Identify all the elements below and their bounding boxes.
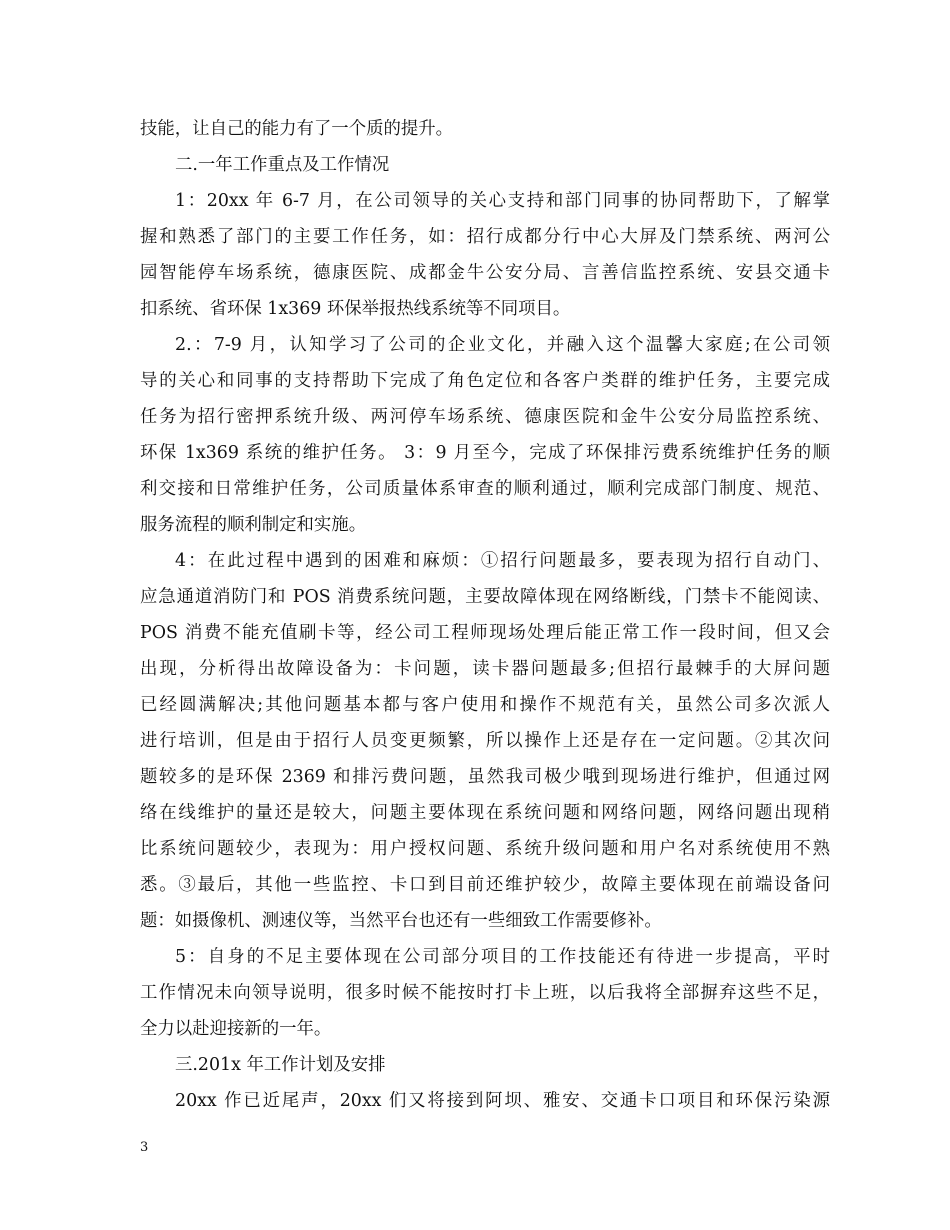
body-text-line: 题较多的是环保 2369 和排污费问题，虽然我司极少哦到现场进行维护，但通过网: [140, 767, 830, 787]
body-text-line: 全力以赴迎接新的一年。: [140, 1019, 332, 1039]
body-text-line: 2.：7-9 月，认知学习了公司的企业文化，并融入这个温馨大家庭;在公司领: [175, 335, 830, 355]
body-text-line: 技能，让自己的能力有了一个质的提升。: [140, 119, 454, 139]
body-text-line: 进行培训，但是由于招行人员变更频繁，所以操作上还是存在一定问题。②其次问: [140, 731, 830, 751]
body-text-line: 握和熟悉了部门的主要工作任务，如：招行成都分行中心大屏及门禁系统、两河公: [140, 227, 830, 247]
body-text-line: 利交接和日常维护任务，公司质量体系审查的顺利通过，顺利完成部门制度、规范、: [140, 479, 830, 499]
body-text-line: 20xx 作已近尾声，20xx 们又将接到阿坝、雅安、交通卡口项目和环保污染源: [175, 1091, 830, 1111]
body-text-line: 导的关心和同事的支持帮助下完成了角色定位和各客户类群的维护任务，主要完成: [140, 371, 830, 391]
body-text-line: POS 消费不能充值刷卡等，经公司工程师现场处理后能正常工作一段时间，但又会: [140, 623, 830, 643]
body-text-line: 环保 1x369 系统的维护任务。 3：9 月至今，完成了环保排污费系统维护任务的顺: [140, 443, 830, 463]
section-heading: 三.201x 年工作计划及安排: [175, 1055, 386, 1075]
body-text-line: 工作情况未向领导说明，很多时候不能按时打卡上班，以后我将全部摒弃这些不足，: [140, 983, 830, 1003]
body-text-line: 任务为招行密押系统升级、两河停车场系统、德康医院和金牛公安分局监控系统、: [140, 407, 830, 427]
body-text-line: 比系统问题较少，表现为：用户授权问题、系统升级问题和用户名对系统使用不熟: [140, 839, 830, 859]
section-heading: 二.一年工作重点及工作情况: [175, 155, 390, 175]
body-text-line: 出现，分析得出故障设备为：卡问题，读卡器问题最多;但招行最棘手的大屏问题: [140, 659, 830, 679]
body-text-line: 扣系统、省环保 1x369 环保举报热线系统等不同项目。: [140, 299, 571, 319]
body-text-line: 服务流程的顺利制定和实施。: [140, 515, 367, 535]
body-text-line: 题：如摄像机、测速仪等，当然平台也还有一些细致工作需要修补。: [140, 911, 662, 931]
body-text-line: 络在线维护的量还是较大，问题主要体现在系统问题和网络问题，网络问题出现稍: [140, 803, 830, 823]
body-text-line: 1：20xx 年 6-7 月，在公司领导的关心支持和部门同事的协同帮助下，了解掌: [175, 191, 830, 211]
page-number: 3: [140, 1140, 149, 1155]
body-text-line: 悉。③最后，其他一些监控、卡口到目前还维护较少，故障主要体现在前端设备问: [140, 875, 830, 895]
body-text-line: 园智能停车场系统，德康医院、成都金牛公安分局、言善信监控系统、安县交通卡: [140, 263, 830, 283]
body-text-line: 已经圆满解决;其他问题基本都与客户使用和操作不规范有关，虽然公司多次派人: [140, 695, 830, 715]
body-text-line: 5：自身的不足主要体现在公司部分项目的工作技能还有待进一步提高，平时: [175, 947, 830, 967]
body-text-line: 4：在此过程中遇到的困难和麻烦：①招行问题最多，要表现为招行自动门、: [175, 551, 830, 571]
body-text-line: 应急通道消防门和 POS 消费系统问题，主要故障体现在网络断线，门禁卡不能阅读、: [140, 587, 830, 607]
